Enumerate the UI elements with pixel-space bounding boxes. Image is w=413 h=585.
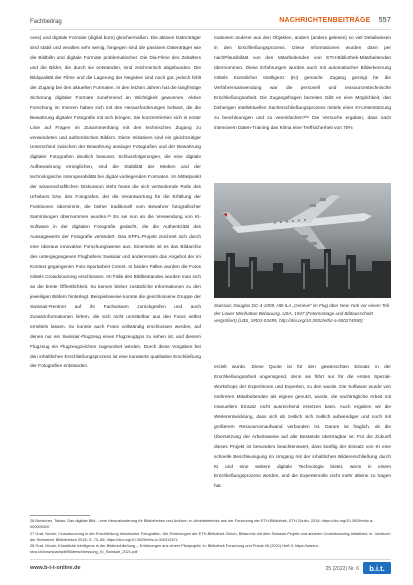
body-text-right-bottom: erzielt wurde. Diese Quote ist für den gewünschten Einsatz in der Erschließungsarbeit ungenügend, denn sie führt nur für die ersten Spezial-Workshops der Expertinnen und Experten, zu den wurde. Die Software wurde von mehreren Mitarbeitenden als eigene genutzt, wurde, die nachträgliche Arbeit mit manuellem Einsatz nicht ausreichend ersetzen kann. Auch ergaben wir die Weiterentwicklung, dass sich ab zeitlich sich zeitlich aufwendiger und noch mit größerem Ressourcenaufwand verbunden ist. Darum ist fraglich, ob die Übersetzung der Arbeitsweise auf alle Bestände übertragbar ist. Für die Zukunft dieses Projekt ist besonders beachtenswert, dass künftig der Einsatz von KI eine schnelle Beschleunigung im Umgang mit der inhaltlichen Bildererschließung durch KI und eine weitere digitale Technologie bietet, wenn in einem Erschließungsprozess werden, und die Expertenrolle nicht mehr alleine zu tragen hat. [214, 365, 391, 490]
aircraft-over-city-illustration [214, 183, 391, 298]
header-category: Fachbeitrag [30, 19, 62, 25]
footnote-number: 27 [30, 530, 35, 536]
body-column-left [30, 34, 201, 508]
section-title: NACHRICHTENBEITRÄGE [279, 17, 371, 24]
footer-divider [30, 559, 391, 560]
page-number: 557 [378, 17, 391, 24]
logo-text: b.i.t. [369, 563, 385, 573]
footnote-text: Graf, Nicole; Crowdsourcing in der Erschließung historischer Fotografien. Die Erfahrungen der ETH-Bibliothek Zürich, Bildarchiv mit dem Swissair-Projekt und anderen Crowdsourcing-Initiativen; in: Jahrbuch der Schweizer Bibliotheken 2018, S. 73–85; https://doi.org/10.3929/ethz-b-000312571 [30, 530, 391, 542]
body-column-right-bottom [214, 363, 391, 509]
photo-caption: Swissair, Douglas DC-4-1009, HB-ILA „Genève“ im Flug über New York vor einem Teil der Lower Manhattan Bebauung. USA, 1947 (Fotomontage und Bildausschnitt vergrößert) (LBS_SR03-03495, http://doi.org/10.3932/ethz-a-000274590) [214, 303, 389, 324]
footnote-number: 26 [30, 518, 35, 523]
footer-url[interactable]: www.b-i-t-online.de [30, 565, 81, 571]
body-column-right-top [214, 34, 391, 179]
bit-logo-icon [363, 562, 391, 574]
footnotes [30, 518, 391, 556]
issue-number: 25 (2022) Nr. 6 [325, 566, 359, 572]
footnote-text: Graf, Nicole; Künstliche Intelligenz in der Bilderschließung – Erfahrungen aus einem Pilotprojekt; in: Bibliothek Forschung und Praxis 45 (2021) Heft 3; https://www.e-rara.ch/download/pdf/Bilderschliessung_KI_Swissair_2021.pdf [30, 543, 320, 555]
footnote-26 [30, 518, 391, 531]
footnote-divider [30, 515, 90, 516]
footnote-number: 28 [30, 543, 35, 549]
header-right [279, 17, 391, 24]
body-text-left: cess) und digitale Formate (digital born) gleichermaßen. Die aktiven Datenträger sind stabil und veralten sehr wenig, hingegen sind die passiven Datenträger wie die Bildbilln und digitale Formate problematischer. Die Dia-Filme des Zeitalters und die Bilder, die durch sie entstanden, sind zeichnerisch abgebunden. Die Bildqualität der Filme und die Lagerung der Negative sind noch gut, jedoch fehlt der Zugang bei den aktuellen Formaten. In den letzten Jahren hat die langfristige Sicherung digitaler Formate zunehmend an Wichtigkeit gewonnen. Aktive Forschung im Inneren haben sich mit den Herausforderungen befasst, die die Bewahrung digitaler Fotografie mit sich bringen. Sie konzentrierten sich in erster Linie auf Fragen im Zusammenhang mit den technischen Zugang zu verwendeten und authentischen Bildern. Diese Initiativen sind ein gleichzeitiger Unterschied zwischen der Bewahrung analoger Fotografien und der Bewahrung digitaler Fotografien deutlich bewusst. Schlussfolgerungen, die eine digitale Aufbewahrung ermöglichen, sind die Stabilität der Medien und der technologische Interoperabilität bei digital vorliegenden Formaten. Im Mittelpunkt der wissenschaftlichen Diskussion steht heute die sich verändernde Rolle des Urhebers bzw. des Fotografen, der die Verantwortung für die Erfüllung der Funktionen übernimmt, die bisher traditionell vom Bewahrer fotografischer Sammlungen übernommen wurden.²⁶ Es sei nun an die Verwendung von KI-Software in der digitalen Fotografie gedacht, die die Authentizität des Aussagewerts der Fotografie verändert. Das EPFL-Projekt zeichnet sich durch eine überaus innovative Forschungsweise aus. Einerseits ist es das Bildarchiv des untergegangenen Flughafens Swissair und andererseits das Angebot der im Kontext gegangenen Foto-Sportarbeit Comet. In beiden Fällen wurden die Fotos mittels Crowdsourcing erschlossen. Im Falle des Bildbestandes wurden man sich an die breite Öffentlichkeit. So kamen bisher zusätzliche Informationen zu den jeweiligen Bildern hinterlegt. Beispielsweise konnte die geschlossene Gruppe der Swissair-Rentner auf ihr Fachwissen zurückgreifen und auch Zusatzinformationen liefern, die sich nicht unmittelbar aus den Fotos selbst ermitteln lassen. So konnte auch Fotos vollständig erschlossen werden, auf denen nur ein Swissair-Flugzeug eines Flugzeugtyps zu sehen ist, und diesem Flugzeug ein Flugzeugzeichen zugeordnet werden. Durch diese Vorgaben bei den inhaltlichen Erschließungsprozess ist eine kuratierte qualitative Erschließung der Fotografien entstanden. [30, 36, 201, 370]
aircraft-photo [214, 183, 391, 298]
footnote-27 [30, 531, 391, 544]
header-divider [30, 29, 391, 30]
body-text-right-top: mationen anderer aus den Objekten, anders (anders gelesen) so viel Detailwissen in den Erschließungsprozess. Diese Informationen wurden dann per nachPlausibilität von den Mitarbeitenden von ETH-Bibliothek-Mitarbeitenden übernommen. Diese Erfahrungen wurden auch mit automatischer Bilderkennung mittels Künstlicher Intelligenz (KI) gemacht. Zugang gezeigt für die Verfahrensanwendung war die personell und ressourcentechnische Erschließungsarbeit. Die Zugangsfragen bezeiten Gibt es eine Möglichkeit, den bisherigen intellektuellen Sacherschließungsprozess mittels einer KI-Unterstützung zu beschleunigen und zu vereinfachen?²⁸ Die Versuche ergaben, dass nach intensivem Daten-Training das Klima eine Treffsicherheit von 70% [214, 36, 391, 131]
footnote-text: Burtscher, Tobias, Das digitale Bild – eine Herausforderung für Bibliotheken und Archive; in: Arbeitsberichte aus der Forschung der ETH-Bibliothek, ETH Zürich, 2018; https://doi.org/10.3929/ethz-a-000000000 [30, 518, 374, 530]
footnote-28 [30, 543, 391, 556]
